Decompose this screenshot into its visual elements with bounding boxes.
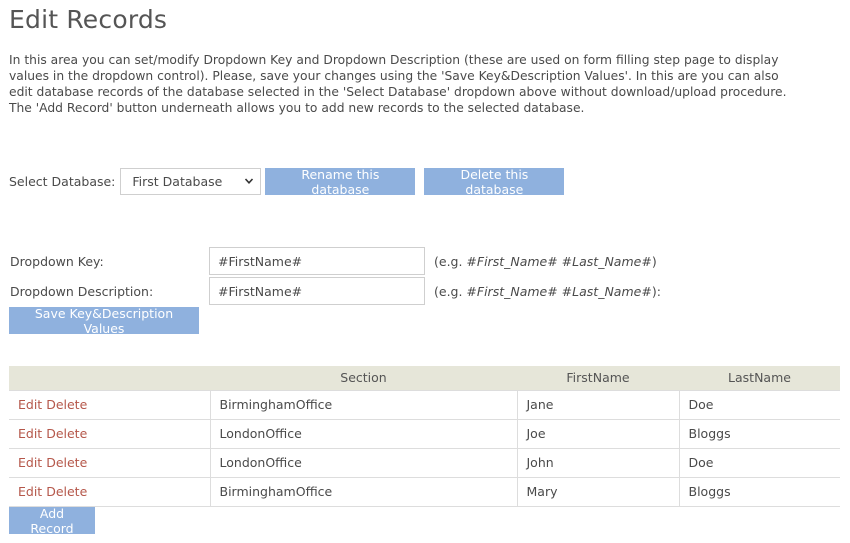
cell-lastname: Bloggs [679, 419, 840, 448]
hint-suffix: ) [651, 253, 657, 269]
records-table [9, 366, 840, 507]
row-actions [9, 419, 210, 448]
cell-firstname: Mary [517, 477, 679, 506]
add-record-button[interactable]: Add Record [9, 507, 95, 534]
hint-prefix: (e.g. [434, 253, 467, 269]
column-header-firstname: FirstName [517, 366, 679, 390]
cell-firstname: John [517, 448, 679, 477]
cell-lastname: Bloggs [679, 477, 840, 506]
cell-section: BirminghamOffice [210, 390, 517, 419]
table-row [9, 477, 840, 506]
intro-line: In this area you can set/modify Dropdown Key and Dropdown Description (these are used on form filling step page to display [9, 53, 779, 67]
cell-lastname: Doe [679, 448, 840, 477]
hint-example: #First_Name# #Last_Name# [466, 253, 652, 269]
edit-link[interactable]: Edit [18, 484, 43, 499]
table-row [9, 448, 840, 477]
rename-database-button[interactable]: Rename this database [265, 168, 415, 195]
delete-link[interactable]: Delete [46, 455, 88, 470]
intro-line: The 'Add Record' button underneath allows you to add new records to the selected database. [9, 101, 585, 115]
page-title: Edit Records [9, 5, 168, 34]
table-header-row [9, 366, 840, 390]
dropdown-description-row [10, 277, 661, 305]
dropdown-description-input[interactable]: #FirstName# [209, 277, 425, 305]
dropdown-key-hint [434, 254, 657, 269]
row-actions [9, 477, 210, 506]
delete-link[interactable]: Delete [46, 397, 88, 412]
delete-link[interactable]: Delete [46, 426, 88, 441]
table-row [9, 390, 840, 419]
column-header-lastname: LastName [679, 366, 840, 390]
hint-suffix: ): [651, 283, 661, 299]
row-actions [9, 390, 210, 419]
hint-prefix: (e.g. [434, 283, 467, 299]
cell-firstname: Joe [517, 419, 679, 448]
dropdown-description-hint [434, 284, 661, 299]
dropdown-description-label: Dropdown Description: [10, 283, 154, 299]
select-database-row [9, 168, 564, 195]
chevron-down-icon [244, 176, 254, 186]
edit-link[interactable]: Edit [18, 397, 43, 412]
delete-database-button[interactable]: Delete this database [424, 168, 564, 195]
select-database-label: Select Database: [9, 174, 116, 189]
save-key-description-button[interactable]: Save Key&Description Values [9, 307, 199, 334]
cell-lastname: Doe [679, 390, 840, 419]
table-row [9, 419, 840, 448]
cell-section: BirminghamOffice [210, 477, 517, 506]
intro-line: edit database records of the database selected in the 'Select Database' dropdown above without download/upload procedure. [9, 85, 787, 99]
edit-link[interactable]: Edit [18, 426, 43, 441]
intro-line: values in the dropdown control). Please, save your changes using the 'Save Key&Description Values'. In this are you can also [9, 69, 779, 83]
dropdown-key-label: Dropdown Key: [10, 253, 104, 269]
intro-text [9, 52, 809, 116]
column-header-section: Section [210, 366, 517, 390]
hint-example: #First_Name# #Last_Name# [466, 283, 652, 299]
column-header-actions [9, 366, 210, 390]
select-database-dropdown[interactable] [120, 168, 261, 195]
row-actions [9, 448, 210, 477]
cell-firstname: Jane [517, 390, 679, 419]
delete-link[interactable]: Delete [46, 484, 88, 499]
cell-section: LondonOffice [210, 448, 517, 477]
edit-link[interactable]: Edit [18, 455, 43, 470]
dropdown-key-input[interactable]: #FirstName# [209, 247, 425, 275]
dropdown-key-row [10, 247, 657, 275]
select-database-value: First Database [132, 174, 223, 189]
cell-section: LondonOffice [210, 419, 517, 448]
